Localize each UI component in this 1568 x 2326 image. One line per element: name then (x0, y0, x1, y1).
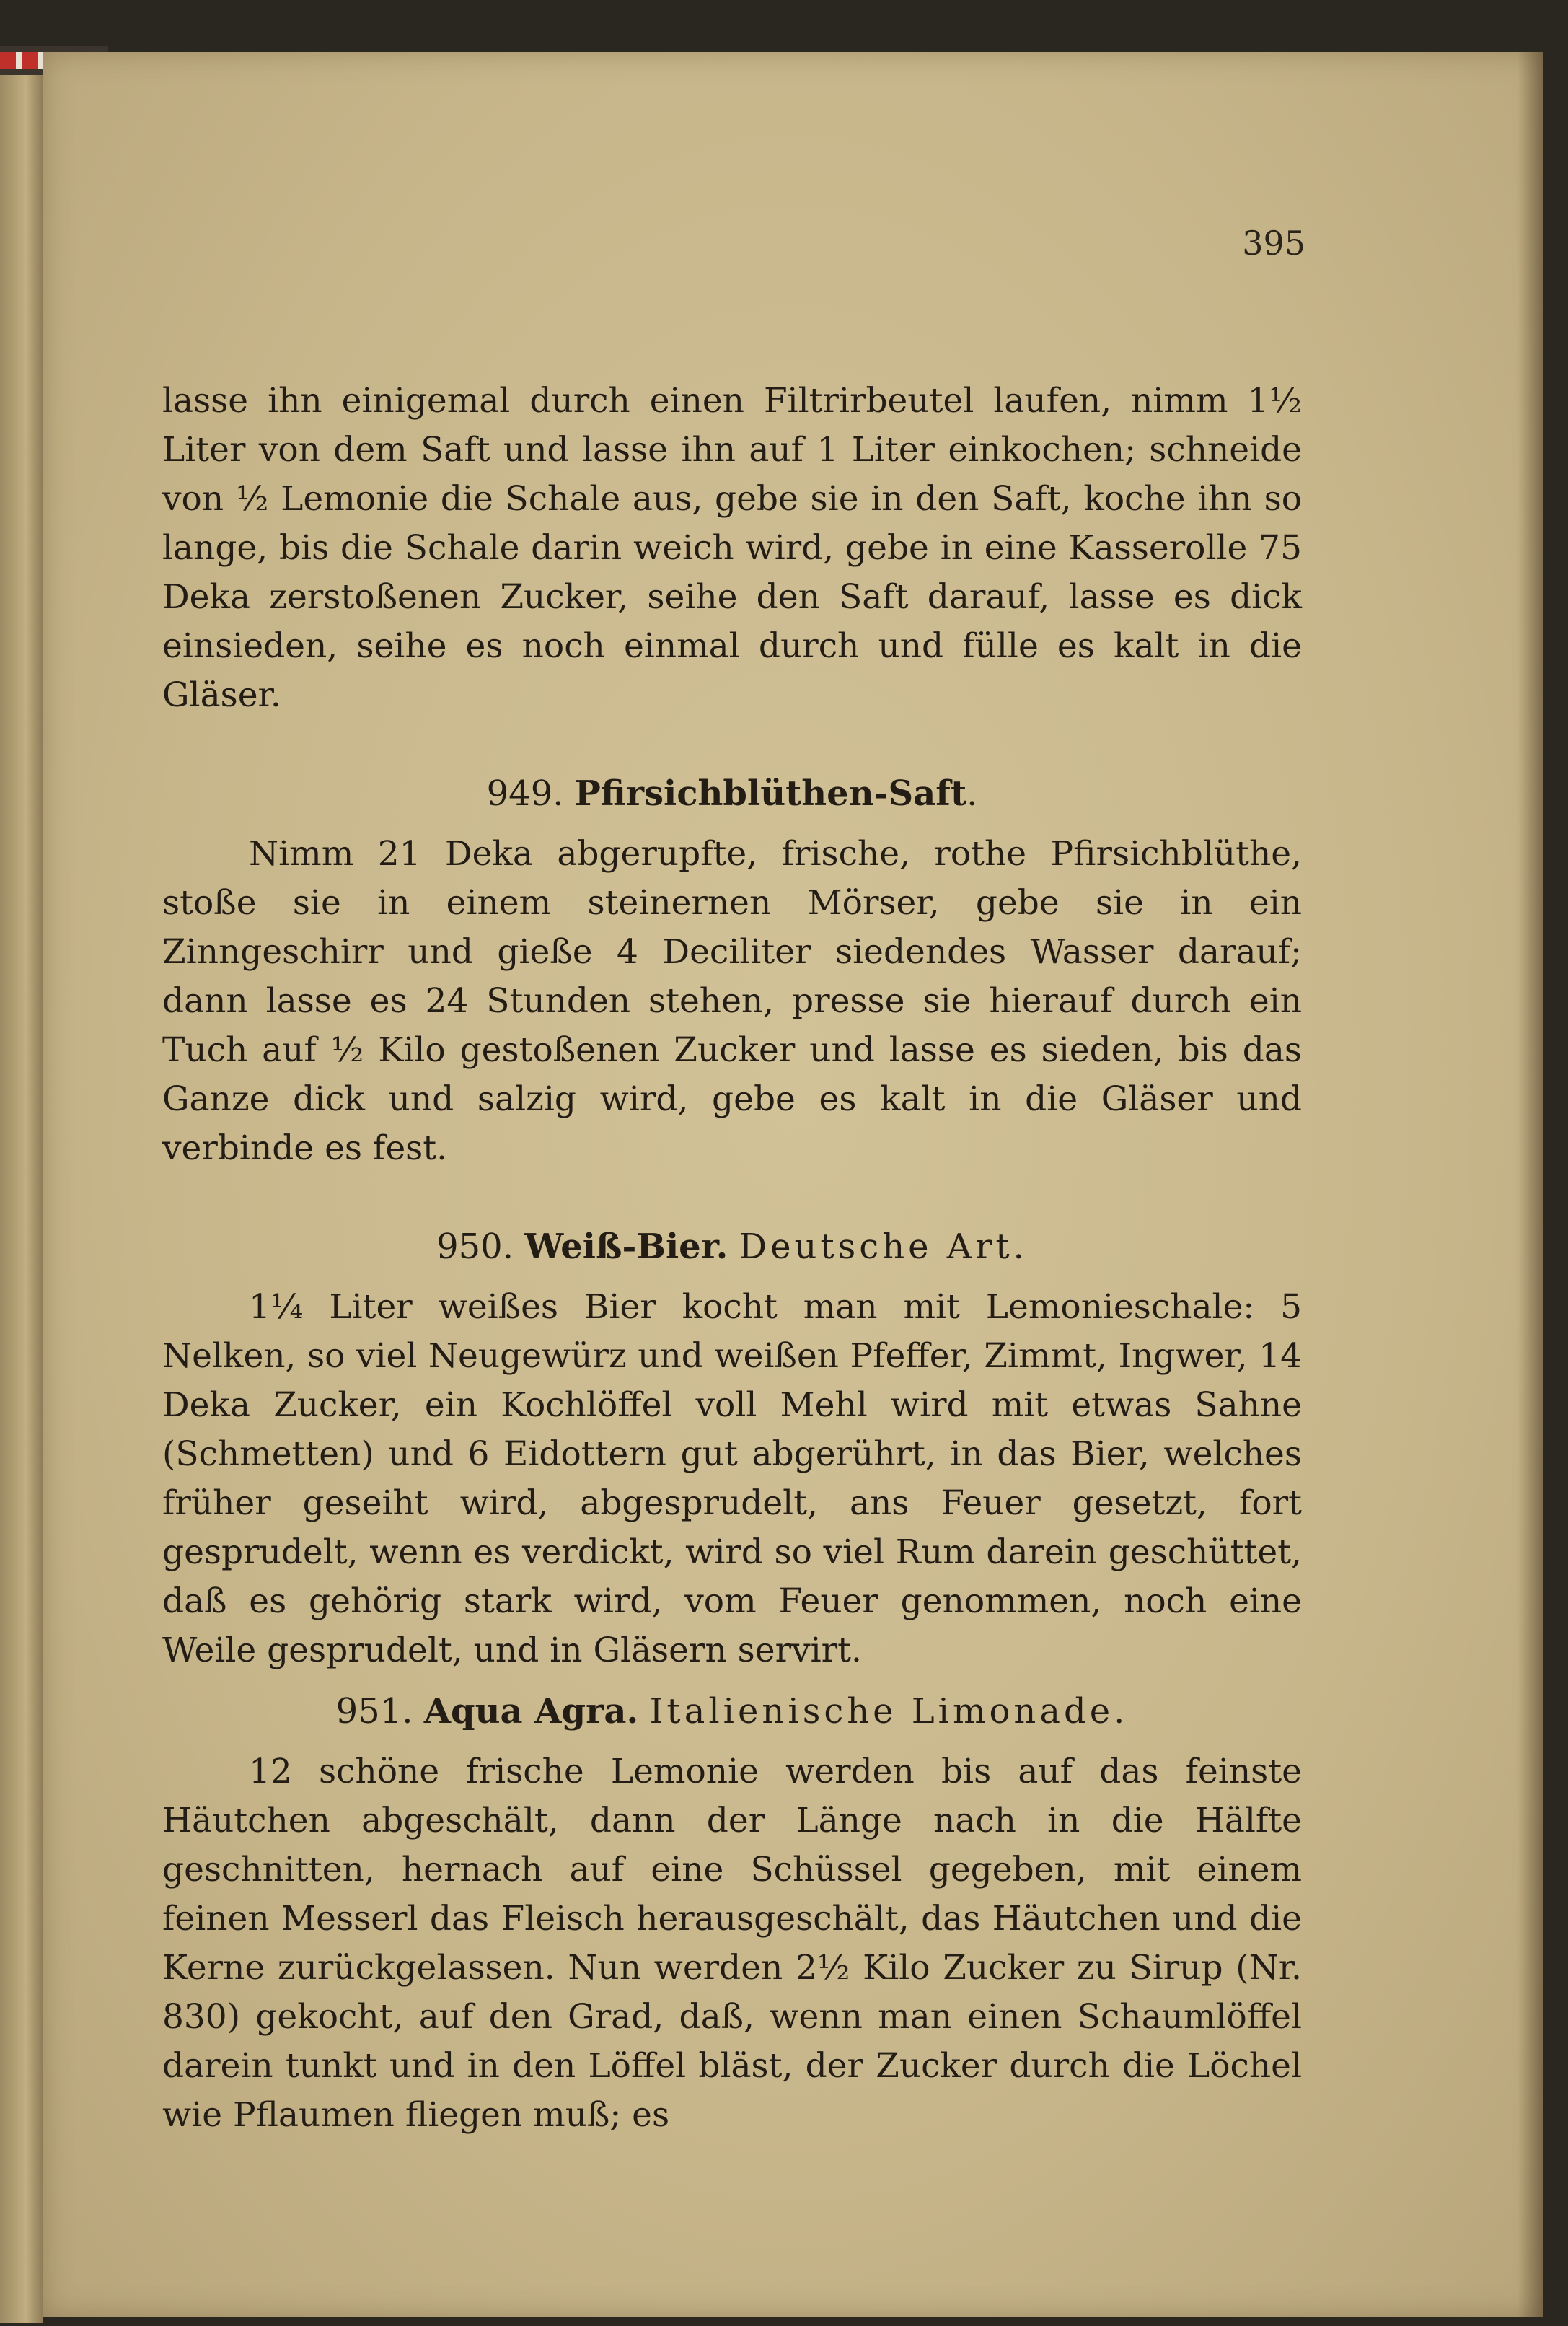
recipe-title-end: . (966, 773, 978, 814)
continuation-paragraph: lasse ihn einigemal durch einen Filtrirbeutel laufen, nimm 1½ Liter von dem Saft und lasse ihn auf 1 Liter einkochen; schneide von ½ Lemonie die Schale aus, gebe sie in den Saft, koche ihn so lange, bis die Schale darin weich wird, gebe in eine Kasserolle 75 Deka zerstoßenen Zucker, seihe den Saft darauf, lasse es dick einsieden, seihe es noch einmal durch und fülle es kalt in die Gläser. (162, 381, 1302, 715)
recipe-heading-949 (162, 769, 1302, 818)
recipe-text-949: Nimm 21 Deka abgerupfte, frische, rothe Pfirsichblüthe, stoße sie in einem steinernen Mörser, gebe sie in ein Zinngeschirr und gieße 4 Deciliter siedendes Wasser darauf; dann lasse es 24 Stunden stehen, presse sie hierauf durch ein Tuch auf ½ Kilo gestoßenen Zucker und lasse es sieden, bis das Ganze dick und salzig wird, gebe es kalt in die Gläser und verbinde es fest. (162, 834, 1302, 1168)
recipe-number: 951. (335, 1691, 413, 1732)
recipe-text-951: 12 schöne frische Lemonie werden bis auf das feinste Häutchen abgeschält, dann der Länge nach in die Hälfte geschnitten, hernach auf eine Schüssel gegeben, mit einem feinen Messerl das Fleisch herausgeschält, das Häutchen und die Kerne zurückgelassen. Nun werden 2½ Kilo Zucker zu Sirup (Nr. 830) gekocht, auf den Grad, daß, wenn man einen Schaumlöffel darein tunkt und in den Löffel bläst, der Zucker durch die Löchel wie Pflaumen fliegen muß; es (162, 1752, 1302, 2135)
page-number: 395 (1242, 224, 1305, 263)
recipe-number: 950. (436, 1226, 514, 1267)
recipe-number: 949. (486, 773, 564, 814)
recipe-title: Weiß-Bier. (524, 1226, 728, 1267)
recipe-heading-950 (162, 1222, 1302, 1271)
recipe-subtitle: Italienische Limonade. (649, 1691, 1129, 1732)
recipe-heading-951 (162, 1687, 1302, 1736)
page-shadow (1518, 52, 1543, 2317)
recipe-title: Aqua Agra. (423, 1691, 639, 1732)
recipe-text-950: 1¼ Liter weißes Bier kocht man mit Lemonieschale: 5 Nelken, so viel Neugewürz und weißen Pfeffer, Zimmt, Ingwer, 14 Deka Zucker, ein Kochlöffel voll Mehl wird mit etwas Sahne (Schmetten) und 6 Eidottern gut abgerührt, in das Bier, welches früher geseiht wird, abgesprudelt, ans Feuer gesetzt, fort gesprudelt, wenn es verdickt, wird so viel Rum darein geschüttet, daß es gehörig stark wird, vom Feuer genommen, noch eine Weile gesprudelt, und in Gläsern servirt. (162, 1287, 1302, 1670)
page-body (162, 377, 1302, 2140)
recipe-title: Pfirsichblüthen-Saft (574, 773, 967, 814)
recipe-subtitle: Deutsche Art. (739, 1226, 1028, 1267)
previous-page-edge (0, 58, 43, 2323)
